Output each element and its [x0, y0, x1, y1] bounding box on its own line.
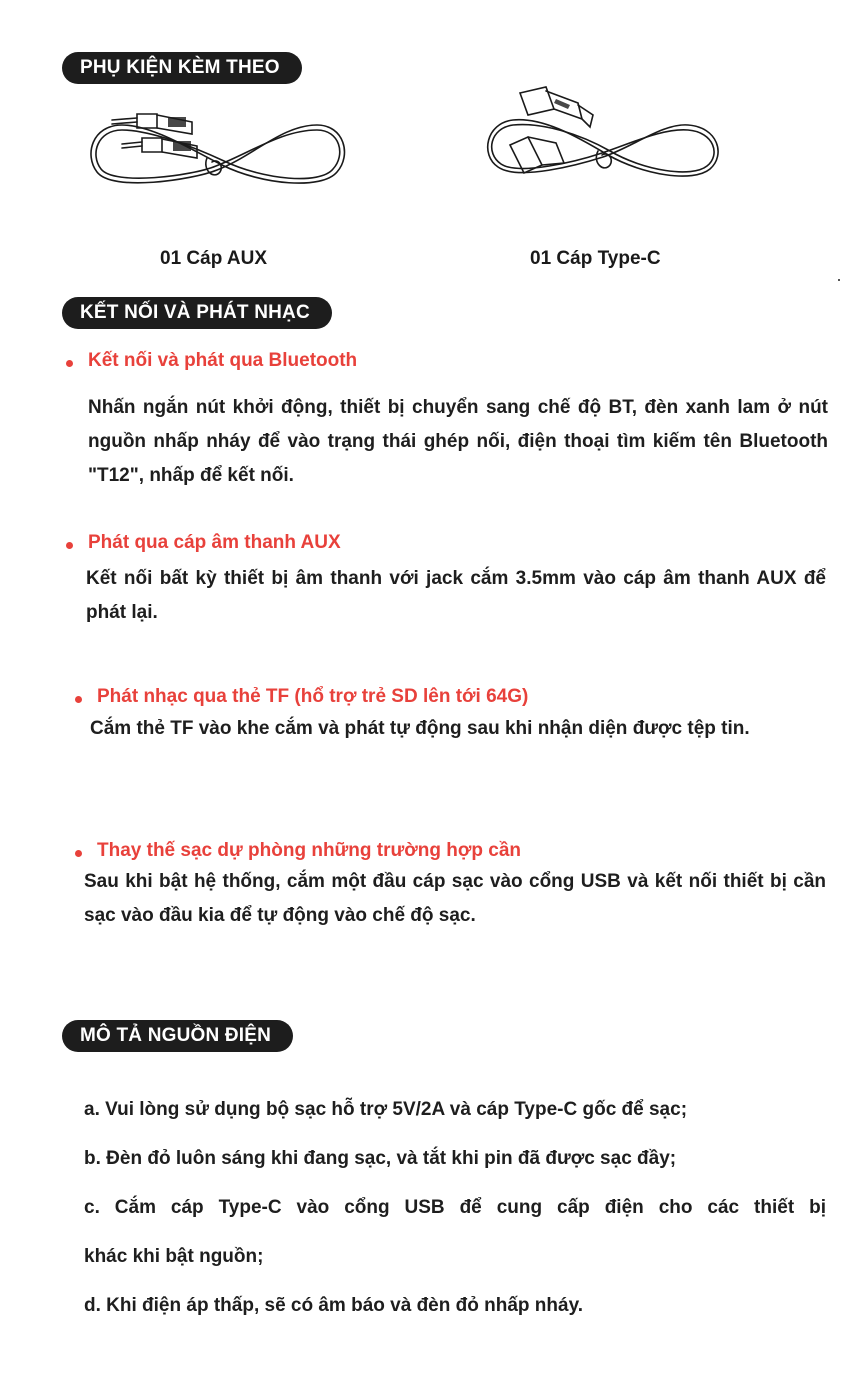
tf-card-section-title: Phát nhạc qua thẻ TF (hổ trợ trẻ SD lên tới 64G): [97, 686, 529, 707]
power-line-c-cont: khác khi bật nguồn;: [84, 1246, 264, 1267]
accessories-heading: PHỤ KIỆN KÈM THEO: [62, 52, 302, 84]
aux-section-title: Phát qua cáp âm thanh AUX: [88, 532, 341, 553]
power-line-c: c. Cắm cáp Type-C vào cổng USB để cung cấp điện cho các thiết bị: [84, 1197, 826, 1218]
type-c-cable-icon: [478, 85, 728, 190]
dot-mark: [838, 279, 840, 281]
power-line-b: b. Đèn đỏ luôn sáng khi đang sạc, và tắt khi pin đã được sạc đầy;: [84, 1148, 677, 1169]
type-c-cable-label: 01 Cáp Type-C: [530, 248, 661, 269]
power-line-a: a. Vui lòng sử dụng bộ sạc hỗ trợ 5V/2A và cáp Type-C gốc để sạc;: [84, 1099, 688, 1120]
aux-cable-icon: [82, 100, 352, 195]
power-line-d: d. Khi điện áp thấp, sẽ có âm báo và đèn đỏ nhấp nháy.: [84, 1295, 584, 1316]
aux-cable-label: 01 Cáp AUX: [160, 248, 267, 269]
power-heading: MÔ TẢ NGUỒN ĐIỆN: [62, 1020, 293, 1052]
bluetooth-section-title: Kết nối và phát qua Bluetooth: [88, 350, 358, 371]
connect-heading: KẾT NỐI VÀ PHÁT NHẠC: [62, 297, 332, 329]
aux-section-body: Kết nối bất kỳ thiết bị âm thanh với jack cắm 3.5mm vào cáp âm thanh AUX để phát lại.: [86, 568, 826, 623]
bluetooth-section-body: Nhấn ngắn nút khởi động, thiết bị chuyển sang chế độ BT, đèn xanh lam ở nút nguồn nhấp nháy để vào trạng thái ghép nối, điện thoại tìm kiếm tên Bluetooth "T12", nhấp để kết nối.: [88, 397, 828, 486]
power-bank-section-body: Sau khi bật hệ thống, cắm một đầu cáp sạc vào cổng USB và kết nối thiết bị cần sạc vào đầu kia để tự động vào chế độ sạc.: [84, 871, 826, 926]
power-bank-section-title: Thay thế sạc dự phòng những trường hợp cần: [97, 840, 522, 861]
tf-card-section-body: Cắm thẻ TF vào khe cắm và phát tự động sau khi nhận diện được tệp tin.: [90, 718, 750, 739]
